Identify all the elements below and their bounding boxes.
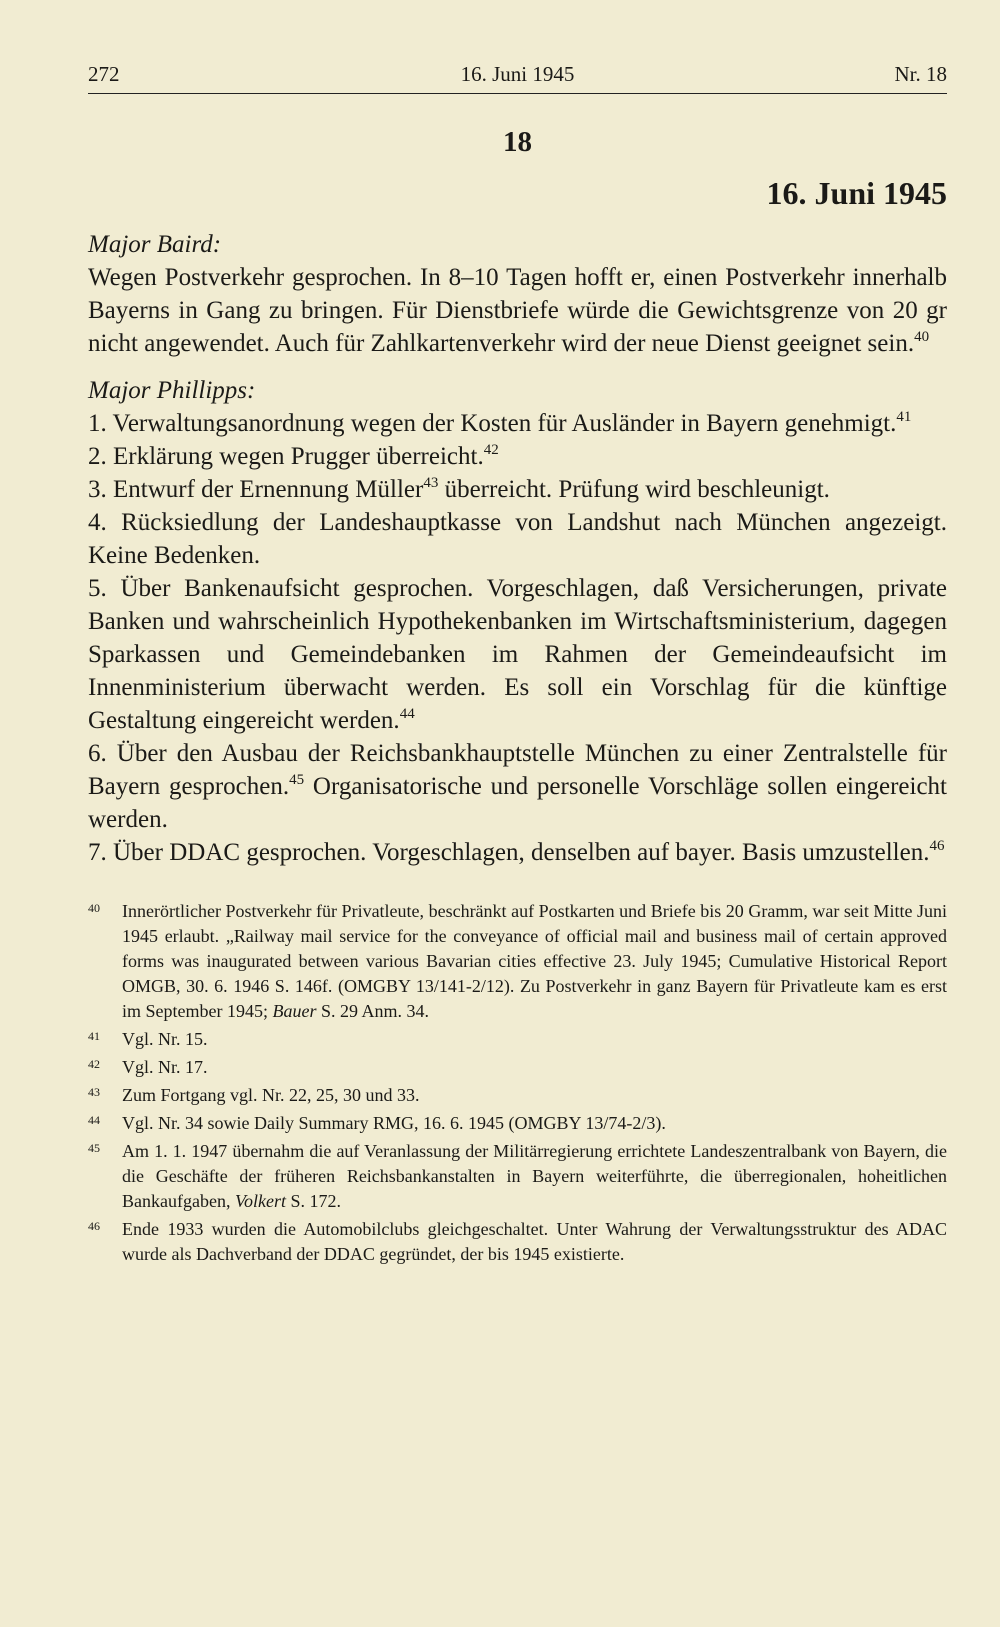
footnote xyxy=(88,1055,947,1080)
footnote-number: 41 xyxy=(88,1029,100,1043)
footnote-text: Vgl. Nr. 17. xyxy=(122,1057,208,1077)
footnote xyxy=(88,1027,947,1052)
footnote-number: 44 xyxy=(88,1113,100,1127)
list-item-text: 5. Über Bankenaufsicht gesprochen. Vorgeschlagen, daß Versicherungen, private Banken und wahrscheinlich Hypothekenbanken im Wirtschaftsministerium, dagegen Sparkassen und Gemeindebanken im Rahmen der Gemeindeaufsicht im Innenministerium überwacht werden. Es soll ein Vorschlag für die künftige Gestaltung eingereicht werden. xyxy=(88,575,947,734)
footnote-tail: S. 29 Anm. 34. xyxy=(316,1001,430,1021)
paragraph-text: Wegen Postverkehr gesprochen. In 8–10 Tagen hofft er, einen Postverkehr innerhalb Bayerns in Gang zu bringen. Für Dienstbriefe würde die Gewichtsgrenze von 20 gr nicht angewendet. Auch für Zahlkartenverkehr wird der neue Dienst geeignet sein. xyxy=(88,264,947,357)
speaker-label: Major Baird: xyxy=(88,231,222,258)
footnote-number: 42 xyxy=(88,1057,100,1071)
document-body xyxy=(88,228,947,869)
footnote-ref[interactable]: 41 xyxy=(896,409,912,425)
footnote-text: Vgl. Nr. 34 sowie Daily Summary RMG, 16. 6. 1945 (OMGBY 13/74-2/3). xyxy=(122,1113,666,1133)
list-item xyxy=(88,506,947,572)
footnote-body: Innerörtlicher Postverkehr für Privatleute, beschränkt auf Postkarten und Briefe bis 20 Gramm, war seit Mitte Juni 1945 erlaubt. „Railway mail service for the conveyance of official mail and business mail of certain approved forms was inaugurated between various Bavarian cities effective 23. July 1945; Cumulative Historical Report OMGB, 30. 6. 1946 S. 146f. (OMGBY 13/141-2/12). Zu Postverkehr in ganz Bayern für Privatleute kam es erst im September 1945; xyxy=(122,901,947,1021)
footnote-ref[interactable]: 46 xyxy=(929,838,945,854)
section-phillipps xyxy=(88,374,947,869)
list-item-text: 6. Über den Ausbau der Reichsbankhauptstelle München zu einer Zentralstelle für Bayern gesprochen. xyxy=(88,740,947,800)
document-date-heading: 16. Juni 1945 xyxy=(766,175,947,211)
footnote-ref[interactable]: 42 xyxy=(483,442,499,458)
list-item xyxy=(88,572,947,737)
document-number: 18 xyxy=(503,126,532,158)
list-item-text: Organisatorische und personelle Vorschläge sollen eingereicht werden. xyxy=(88,773,947,833)
footnote-number: 43 xyxy=(88,1085,100,1099)
header-date: 16. Juni 1945 xyxy=(460,62,575,86)
list-item xyxy=(88,440,947,473)
document-page xyxy=(88,62,947,1270)
speaker-label: Major Phillipps: xyxy=(88,377,256,404)
footnote-ref[interactable]: 43 xyxy=(423,475,439,491)
list-item xyxy=(88,473,947,506)
header-doc-ref: Nr. 18 xyxy=(894,62,947,86)
running-header xyxy=(88,62,947,94)
list-item-text: 2. Erklärung wegen Prugger überreicht. xyxy=(88,443,484,470)
footnote-number: 45 xyxy=(88,1141,100,1155)
list-item-text: überreicht. Prüfung wird beschleunigt. xyxy=(438,476,830,503)
footnote-number: 46 xyxy=(88,1219,100,1233)
list-item xyxy=(88,737,947,836)
footnote-text: Vgl. Nr. 15. xyxy=(122,1029,208,1049)
footnote-text: Ende 1933 wurden die Automobilclubs gleichgeschaltet. Unter Wahrung der Verwaltungsstruktur des ADAC wurde als Dachverband der DDAC gegründet, der bis 1945 existierte. xyxy=(122,1219,947,1264)
list-item-text: 7. Über DDAC gesprochen. Vorgeschlagen, denselben auf bayer. Basis umzustellen. xyxy=(88,839,930,866)
list-item xyxy=(88,407,947,440)
footnote xyxy=(88,899,947,1024)
list-item-text: 3. Entwurf der Ernennung Müller xyxy=(88,476,424,503)
footnote-ref[interactable]: 40 xyxy=(914,329,930,345)
footnote xyxy=(88,1217,947,1267)
footnote-tail: S. 172. xyxy=(285,1191,341,1211)
footnote xyxy=(88,1083,947,1108)
footnote-italic: Volkert xyxy=(234,1191,286,1211)
footnote-number: 40 xyxy=(88,901,100,915)
footnote-ref[interactable]: 45 xyxy=(289,772,305,788)
list-item-text: 1. Verwaltungsanordnung wegen der Kosten für Ausländer in Bayern genehmigt. xyxy=(88,410,897,437)
footnote-body: Am 1. 1. 1947 übernahm die auf Veranlassung der Militärregierung errichtete Landeszentralbank von Bayern, die die Geschäfte der früheren Reichsbankanstalten in Bayern weiterführte, die überregionalen, hoheitlichen Bankaufgaben, xyxy=(122,1141,947,1211)
footnote-text xyxy=(122,899,947,1024)
paragraph xyxy=(88,261,947,360)
list-item xyxy=(88,836,947,869)
footnote-italic: Bauer xyxy=(272,1001,317,1021)
footnotes xyxy=(88,899,947,1267)
footnote-text: Zum Fortgang vgl. Nr. 22, 25, 30 und 33. xyxy=(122,1085,420,1105)
page-number: 272 xyxy=(88,62,120,86)
section-baird xyxy=(88,228,947,360)
footnote-text xyxy=(122,1139,947,1214)
footnote-ref[interactable]: 44 xyxy=(399,706,415,722)
list-item-text: 4. Rücksiedlung der Landeshauptkasse von Landshut nach München angezeigt. Keine Bedenken. xyxy=(88,509,947,569)
footnote xyxy=(88,1139,947,1214)
footnote xyxy=(88,1111,947,1136)
